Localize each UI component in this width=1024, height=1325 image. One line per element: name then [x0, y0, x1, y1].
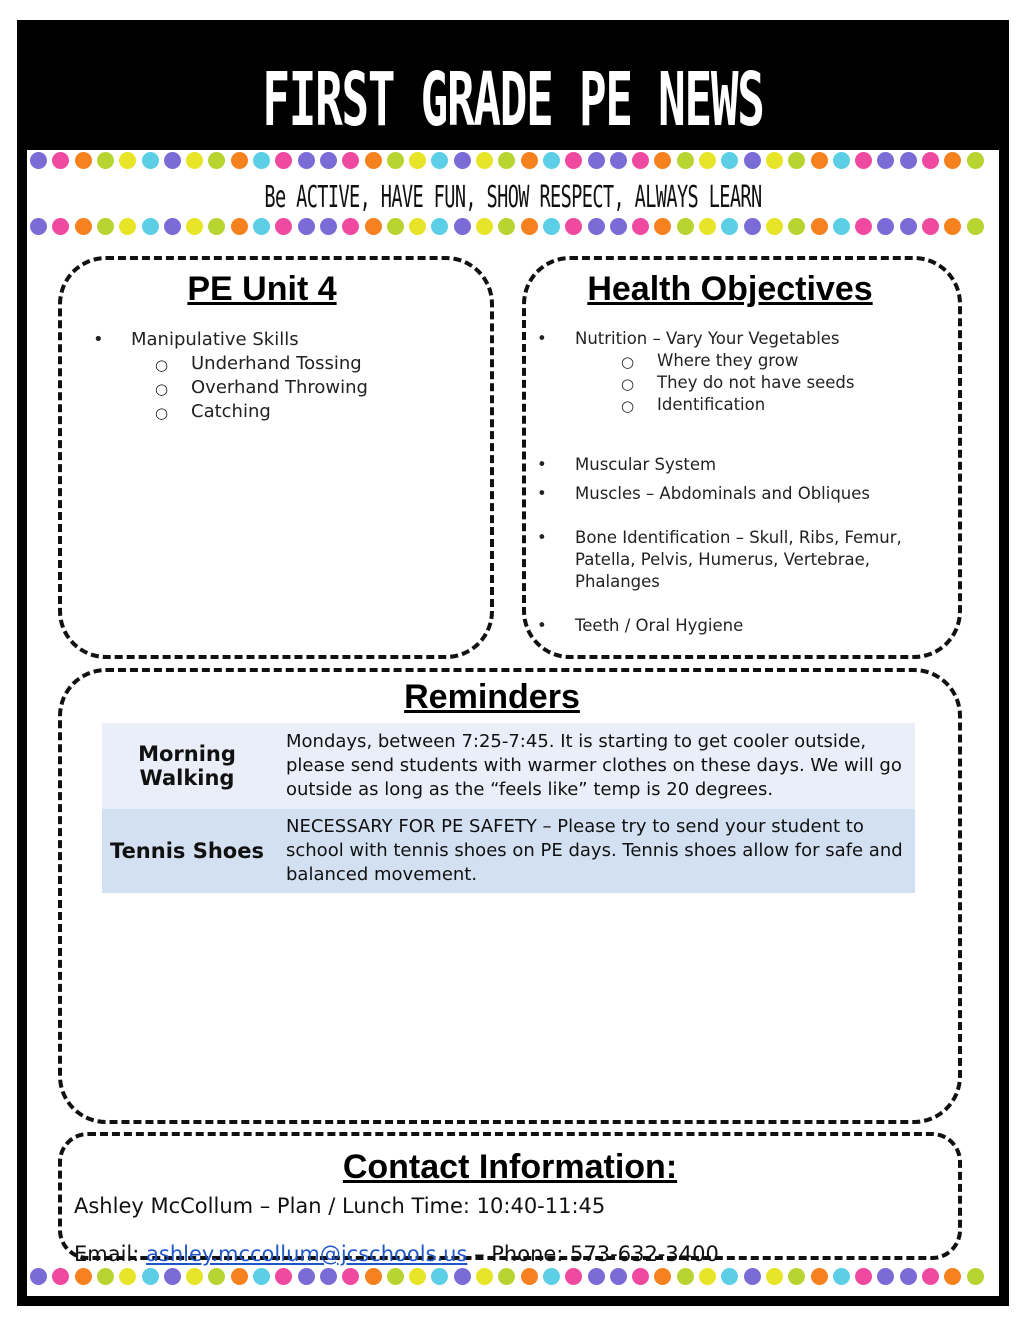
dot-decoration [521, 152, 538, 169]
dot-decoration [75, 218, 92, 235]
dot-decoration [164, 218, 181, 235]
dot-decoration [677, 1268, 694, 1285]
dot-decoration [900, 218, 917, 235]
table-row [102, 809, 915, 893]
list-item: ○ Identification [657, 394, 920, 416]
dot-decoration [632, 152, 649, 169]
dot-decoration [543, 1268, 560, 1285]
dot-decoration [922, 1268, 939, 1285]
dot-decoration [677, 218, 694, 235]
dot-decoration [97, 152, 114, 169]
dot-decoration [699, 152, 716, 169]
dot-decoration [588, 152, 605, 169]
dot-decoration [142, 1268, 159, 1285]
email-label: Email: [74, 1242, 147, 1266]
dot-decoration [142, 152, 159, 169]
dot-decoration [231, 1268, 248, 1285]
dot-decoration [365, 152, 382, 169]
dot-decoration [186, 1268, 203, 1285]
dot-decoration [164, 1268, 181, 1285]
dot-decoration [855, 152, 872, 169]
dot-decoration [365, 218, 382, 235]
reminder-text: NECESSARY FOR PE SAFETY – Please try to send your student to school with tennis shoes on PE days. Tennis shoes allow for safe and balanced movement. [286, 816, 903, 885]
contact-heading: Contact Information: [342, 1148, 678, 1186]
dot-decoration [409, 152, 426, 169]
dot-decoration [900, 152, 917, 169]
list-item: ○ They do not have seeds [657, 372, 920, 394]
dot-decoration [164, 152, 181, 169]
newsletter-title: FIRST GRADE PE NEWS [262, 57, 764, 143]
dot-decoration [387, 152, 404, 169]
dot-decoration [967, 152, 984, 169]
dot-decoration [811, 218, 828, 235]
dot-decoration [476, 218, 493, 235]
list-item: • Manipulative Skills [131, 328, 368, 352]
list-item: • Teeth / Oral Hygiene [575, 615, 920, 637]
dot-decoration [766, 1268, 783, 1285]
dot-decoration [699, 218, 716, 235]
dot-decoration [186, 152, 203, 169]
dot-decoration [476, 152, 493, 169]
reminders-heading: Reminders [404, 678, 580, 716]
health-heading: Health Objectives [587, 270, 873, 308]
list-item: ○ Catching [191, 400, 368, 424]
dot-decoration [253, 152, 270, 169]
phone-text: – Phone: 573-632-3400 [467, 1242, 719, 1266]
dot-decoration [967, 218, 984, 235]
dot-decoration [30, 1268, 47, 1285]
dot-decoration [298, 218, 315, 235]
dot-decoration [922, 152, 939, 169]
dot-decoration [454, 1268, 471, 1285]
dot-decoration [298, 152, 315, 169]
dot-decoration [231, 152, 248, 169]
dot-decoration [588, 218, 605, 235]
dot-decoration [521, 218, 538, 235]
dot-decoration [610, 152, 627, 169]
dot-decoration [699, 1268, 716, 1285]
list-item: ○ Where they grow [657, 350, 920, 372]
dot-decoration [900, 1268, 917, 1285]
reminders-table [102, 723, 915, 893]
dot-decoration [454, 218, 471, 235]
dot-decoration [30, 218, 47, 235]
dot-decoration [320, 218, 337, 235]
pe-unit-box [58, 256, 494, 659]
email-link[interactable]: ashley.mccollum@jcschools.us [146, 1242, 468, 1266]
list-item: • Muscles – Abdominals and Obliques [575, 483, 920, 505]
dot-decoration [833, 218, 850, 235]
dot-decoration [632, 1268, 649, 1285]
dot-decoration [97, 218, 114, 235]
pe-skill-list [131, 328, 368, 424]
dot-decoration [521, 1268, 538, 1285]
dot-decoration [476, 1268, 493, 1285]
dot-decoration [744, 1268, 761, 1285]
dot-decoration [231, 218, 248, 235]
dot-decoration [409, 218, 426, 235]
dot-decoration [454, 152, 471, 169]
reminder-label: Morning Walking [138, 742, 236, 790]
table-row [102, 723, 915, 809]
dot-decoration [320, 152, 337, 169]
dot-decoration [75, 1268, 92, 1285]
dot-decoration [142, 218, 159, 235]
dot-decoration [967, 1268, 984, 1285]
dot-decoration [744, 152, 761, 169]
dot-decoration [30, 152, 47, 169]
dot-decoration [543, 218, 560, 235]
dot-decoration [75, 152, 92, 169]
contact-email-line [74, 1242, 719, 1266]
tagline: Be ACTIVE, HAVE FUN, SHOW RESPECT, ALWAYS LEARN [264, 180, 762, 215]
dot-decoration [186, 218, 203, 235]
dot-decoration [588, 1268, 605, 1285]
dot-decoration [632, 218, 649, 235]
list-item: • Bone Identification – Skull, Ribs, Femur, Patella, Pelvis, Humerus, Vertebrae, Phalanges [575, 527, 920, 593]
dot-decoration [855, 218, 872, 235]
dot-decoration [365, 1268, 382, 1285]
dot-decoration [409, 1268, 426, 1285]
dot-decoration [855, 1268, 872, 1285]
dot-decoration [766, 152, 783, 169]
pe-unit-heading: PE Unit 4 [187, 270, 337, 308]
list-item: ○ Overhand Throwing [191, 376, 368, 400]
dot-decoration [766, 218, 783, 235]
dot-decoration [677, 152, 694, 169]
dot-decoration [97, 1268, 114, 1285]
dot-decoration [610, 1268, 627, 1285]
reminder-text: Mondays, between 7:25-7:45. It is starting to get cooler outside, please send students with warmer clothes on these days. We will go outside as long as the “feels like” temp is 20 degrees. [286, 731, 902, 800]
health-list [575, 328, 920, 637]
list-item: • Muscular System [575, 454, 920, 476]
dot-decoration [387, 1268, 404, 1285]
dot-decoration [320, 1268, 337, 1285]
contact-name-line: Ashley McCollum – Plan / Lunch Time: 10:40-11:45 [74, 1194, 606, 1218]
dot-decoration [811, 1268, 828, 1285]
dot-decoration [298, 1268, 315, 1285]
dot-decoration [610, 218, 627, 235]
dot-decoration [833, 152, 850, 169]
dot-decoration [387, 218, 404, 235]
dot-decoration [811, 152, 828, 169]
dot-decoration [922, 218, 939, 235]
dot-decoration [543, 152, 560, 169]
reminder-label: Tennis Shoes [110, 839, 264, 863]
dot-decoration [833, 1268, 850, 1285]
dot-decoration [744, 218, 761, 235]
list-item: • Nutrition – Vary Your Vegetables [575, 328, 920, 350]
dot-decoration [253, 1268, 270, 1285]
dot-decoration [253, 218, 270, 235]
list-item: ○ Underhand Tossing [191, 352, 368, 376]
